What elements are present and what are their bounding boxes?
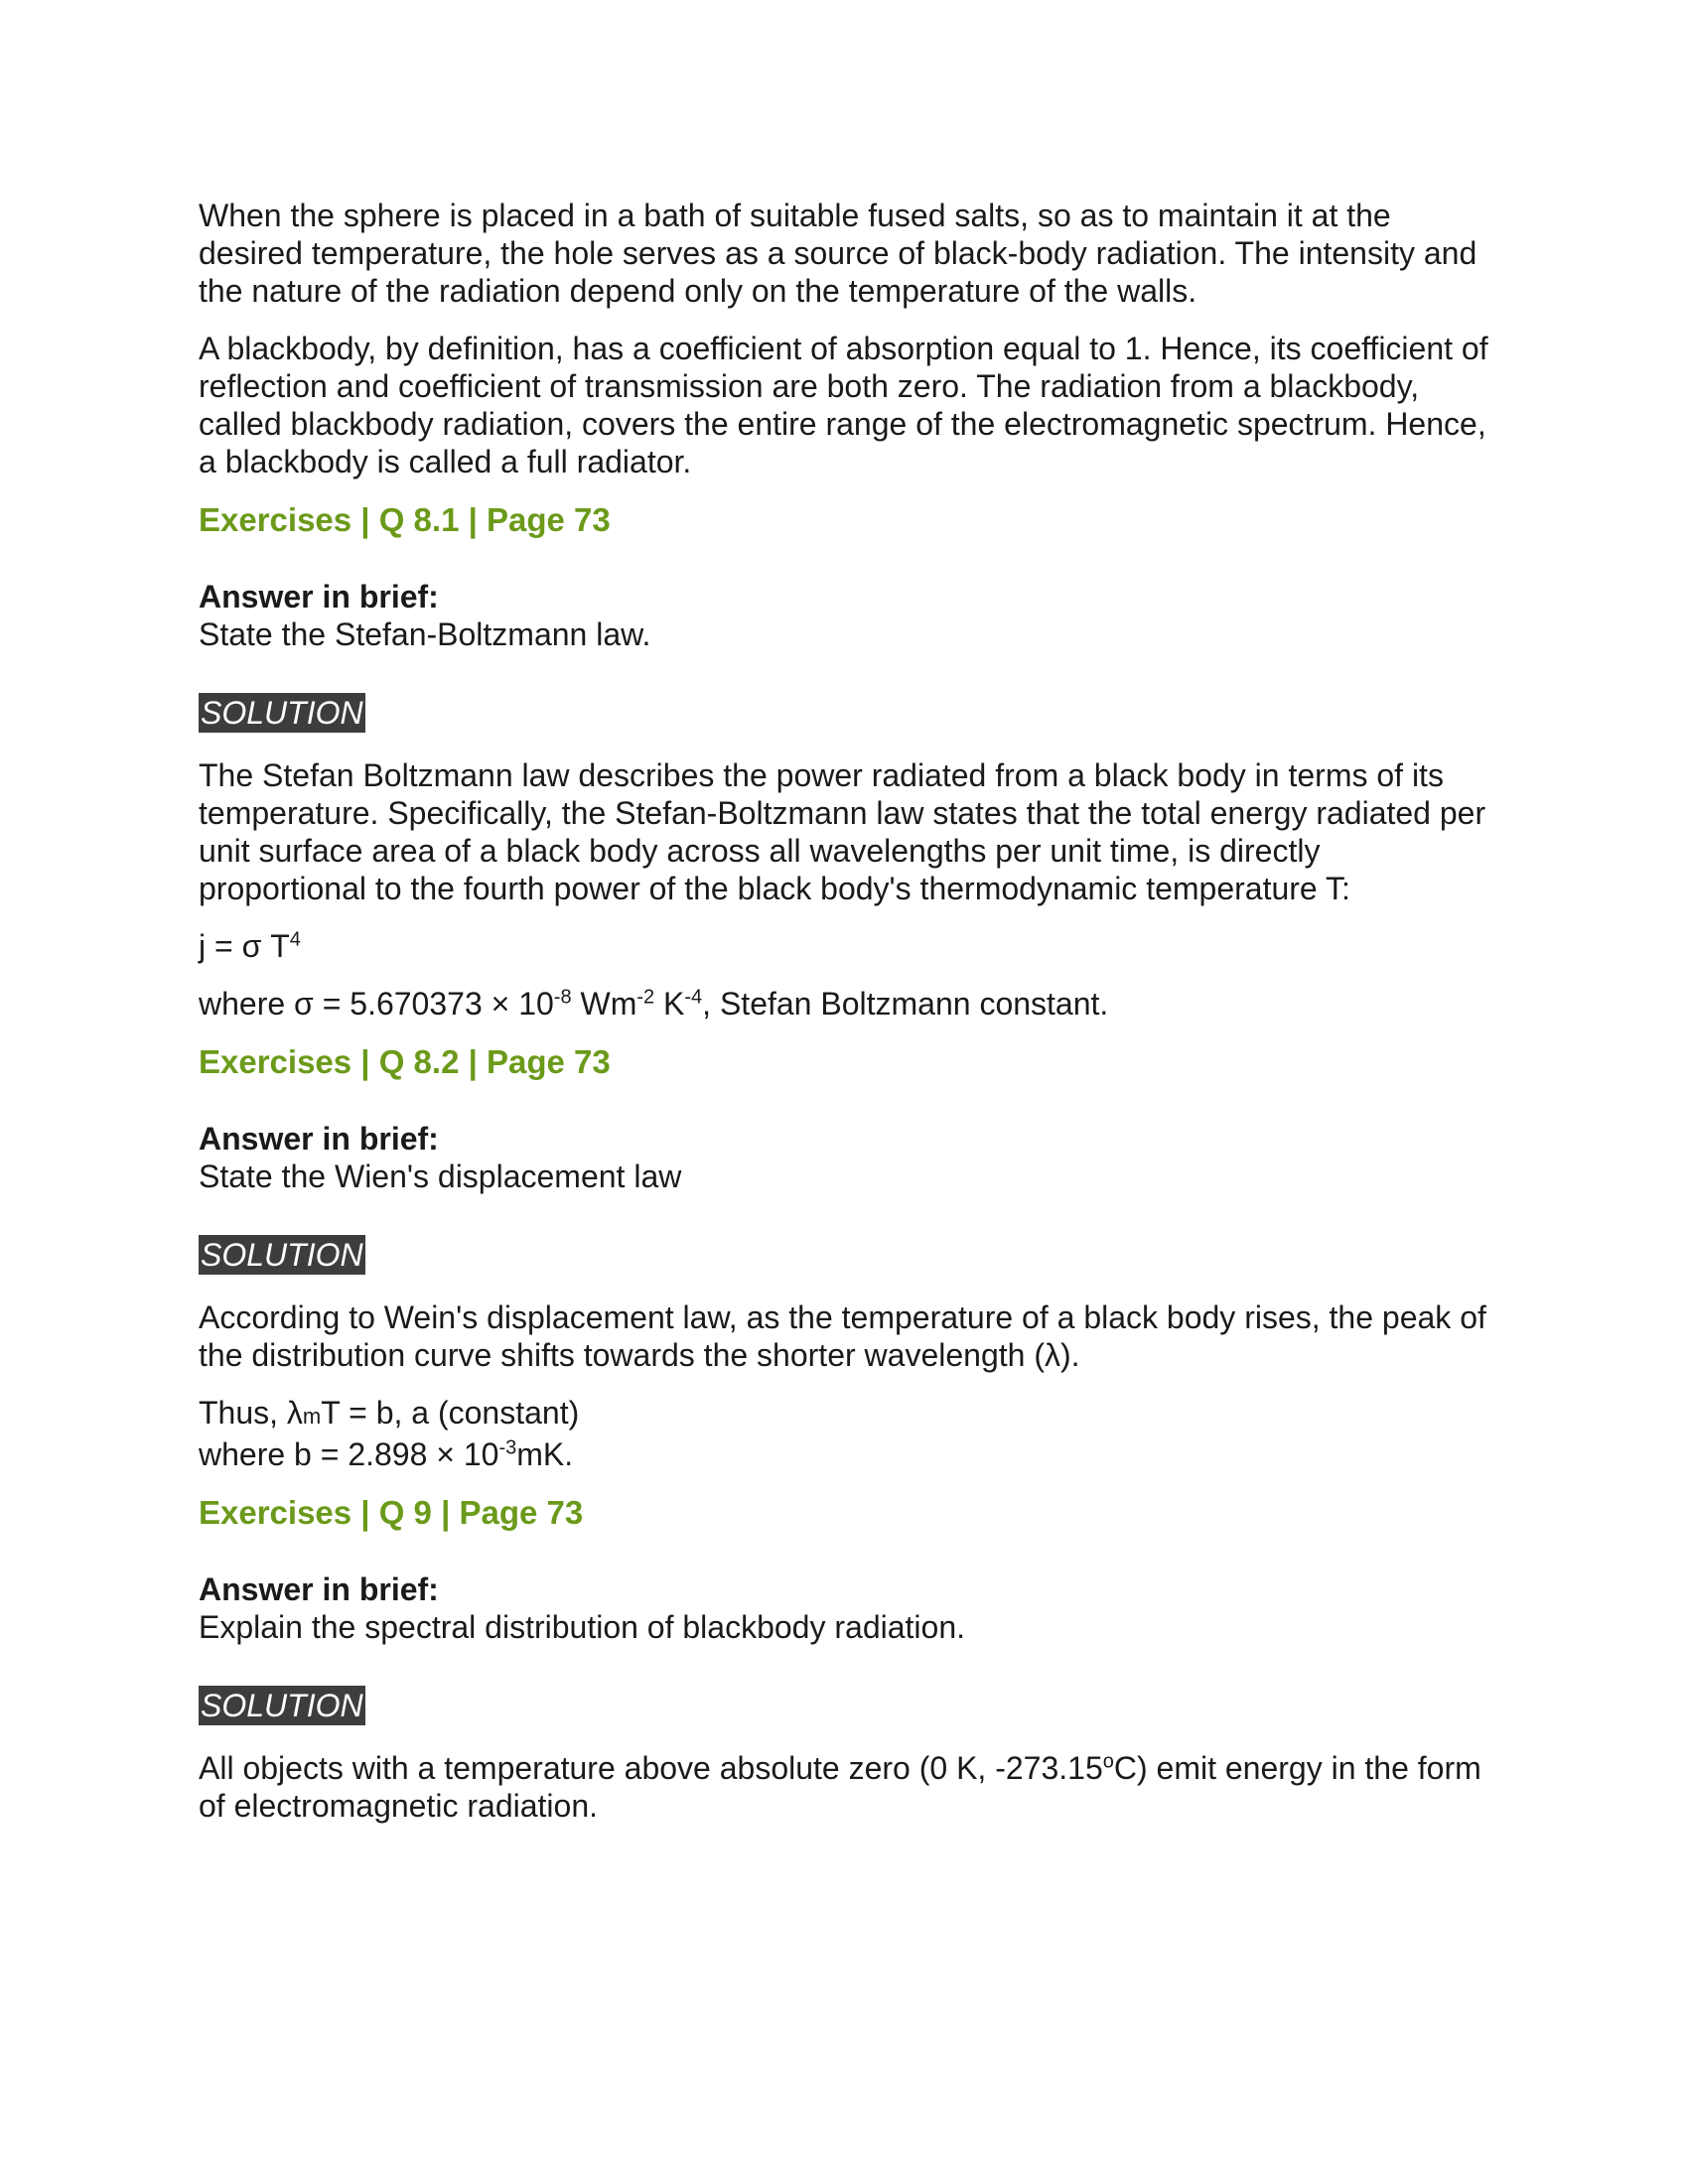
exercise-link-q8-1[interactable]: Exercises | Q 8.1 | Page 73	[199, 501, 611, 538]
answer-suffix: C) emit energy in the form of electromagnetic radiation.	[199, 1750, 1481, 1824]
question-block-q8-2	[199, 1120, 1489, 1195]
formula-wien	[199, 1394, 1489, 1473]
constant-prefix: where σ = 5.670373 × 10	[199, 986, 554, 1022]
solution-label-wrap	[199, 693, 1489, 735]
document-page	[199, 197, 1489, 1844]
solution-label: SOLUTION	[201, 1688, 363, 1723]
solution-label: SOLUTION	[201, 695, 363, 731]
constant-suffix: , Stefan Boltzmann constant.	[702, 986, 1109, 1022]
constant-exp-1: -8	[553, 986, 572, 1009]
where-exponent: -3	[498, 1436, 517, 1459]
formula-constant	[199, 985, 1489, 1023]
answer-paragraph	[199, 1749, 1489, 1825]
question-text: State the Wien's displacement law	[199, 1159, 682, 1194]
solution-label-wrap	[199, 1686, 1489, 1727]
formula-exponent: 4	[289, 928, 301, 951]
solution-label: SOLUTION	[201, 1237, 363, 1273]
question-text: Explain the spectral distribution of blackbody radiation.	[199, 1609, 965, 1645]
constant-unit-2: K	[654, 986, 685, 1022]
question-heading: Answer in brief:	[199, 1571, 439, 1607]
answer-paragraph: According to Wein's displacement law, as the temperature of a black body rises, the peak of the distribution curve shifts towards the shorter wavelength (λ).	[199, 1299, 1486, 1373]
thus-suffix: T = b, a (constant)	[321, 1395, 580, 1431]
formula-wien-line-2	[199, 1435, 1489, 1473]
constant-unit-1: Wm	[571, 986, 637, 1022]
question-heading: Answer in brief:	[199, 1121, 439, 1157]
intro-paragraph-2: A blackbody, by definition, has a coefficient of absorption equal to 1. Hence, its coefficient of reflection and coefficient of transmission are both zero. The radiation from a blackbody, called blackbody radiation, covers the entire range of the electromagnetic spectrum. Hence, a blackbody is called a full radiator.	[199, 331, 1488, 479]
where-suffix: mK.	[516, 1436, 574, 1472]
answer-paragraph: The Stefan Boltzmann law describes the power radiated from a black body in terms of its temperature. Specifically, the Stefan-Boltzmann law states that the total energy radiated per unit surface area of a black body across all wavelengths per unit time, is directly proportional to the fourth power of the black body's thermodynamic temperature T:	[199, 757, 1486, 906]
constant-exp-2: -2	[636, 986, 655, 1009]
question-text: State the Stefan-Boltzmann law.	[199, 616, 651, 652]
lambda-subscript: m	[302, 1404, 322, 1429]
formula-stefan	[199, 927, 1489, 965]
formula-base: j = σ T	[199, 928, 290, 964]
question-heading: Answer in brief:	[199, 579, 439, 614]
exercise-link-q8-2[interactable]: Exercises | Q 8.2 | Page 73	[199, 1043, 611, 1080]
where-prefix: where b = 2.898 × 10	[199, 1436, 499, 1472]
question-block-q9	[199, 1570, 1489, 1646]
intro-paragraph-1: When the sphere is placed in a bath of suitable fused salts, so as to maintain it at the desired temperature, the hole serves as a source of black-body radiation. The intensity and the nature of the radiation depend only on the temperature of the walls.	[199, 198, 1477, 309]
formula-wien-line-1	[199, 1394, 1489, 1435]
exercise-link-q9[interactable]: Exercises | Q 9 | Page 73	[199, 1494, 584, 1531]
constant-exp-3: -4	[684, 986, 703, 1009]
answer-prefix: All objects with a temperature above absolute zero (0 K, -273.15	[199, 1750, 1103, 1786]
question-block-q8-1	[199, 578, 1489, 653]
degree-superscript: o	[1102, 1750, 1114, 1773]
thus-prefix: Thus, λ	[199, 1395, 303, 1431]
solution-label-wrap	[199, 1235, 1489, 1277]
